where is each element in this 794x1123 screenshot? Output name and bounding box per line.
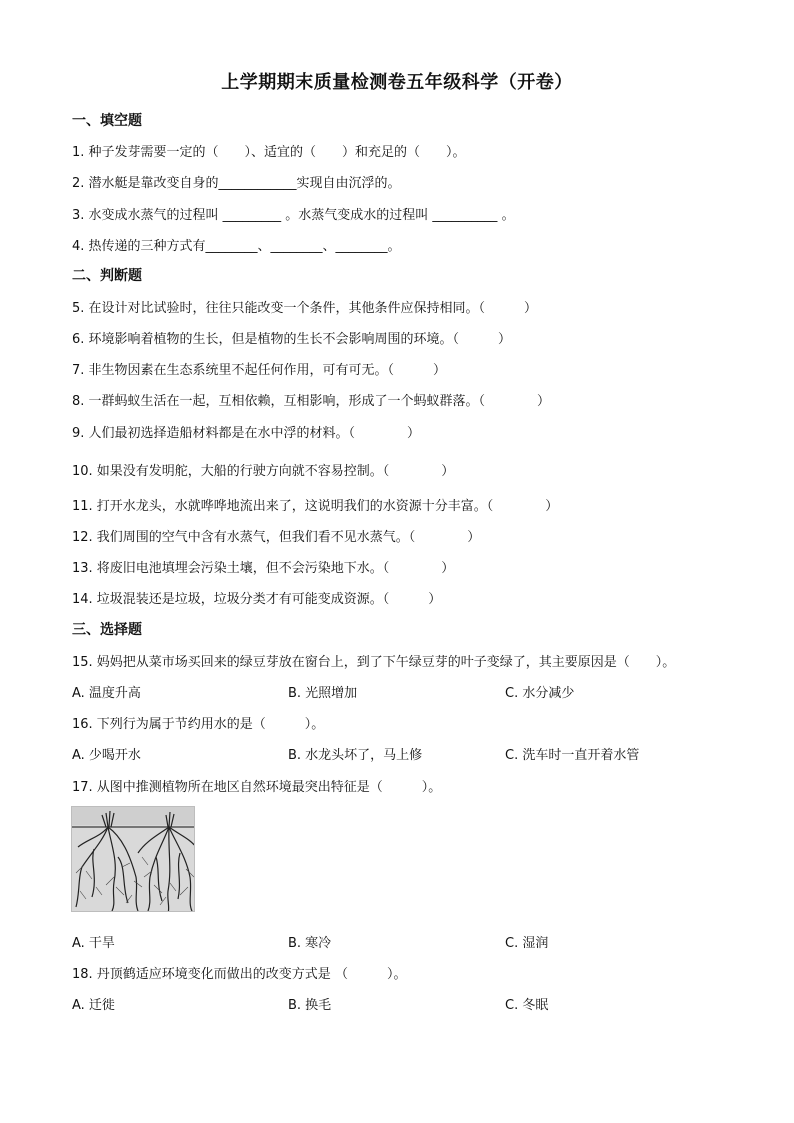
question-5: 5. 在设计对比试验时，往往只能改变一个条件，其他条件应保持相同。（ ） (72, 301, 538, 316)
question-16: 16. 下列行为属于节约用水的是（ ）。 (72, 717, 325, 732)
question-15: 15. 妈妈把从菜市场买回来的绿豆芽放在窗台上，到了下午绿豆芽的叶子变绿了，其主要原因是（ ）。 (72, 655, 676, 670)
q15-option-c: C. 水分减少 (505, 686, 575, 701)
question-17: 17. 从图中推测植物所在地区自然环境最突出特征是（ ）。 (72, 780, 442, 795)
question-12: 12. 我们周围的空气中含有水蒸气，但我们看不见水蒸气。（ ） (72, 530, 481, 545)
question-18: 18. 丹顶鹤适应环境变化而做出的改变方式是 （ ）。 (72, 967, 407, 982)
plant-roots-image (71, 806, 195, 912)
question-3: 3. 水变成水蒸气的过程叫 _________ 。水蒸气变成水的过程叫 __________ 。 (72, 208, 515, 223)
section-heading-fill: 一、填空题 (72, 113, 142, 129)
q16-option-b: B. 水龙头坏了，马上修 (288, 748, 423, 763)
question-2: 2. 潜水艇是靠改变自身的____________实现自由沉浮的。 (72, 176, 401, 191)
q17-option-c: C. 湿润 (505, 936, 549, 951)
question-10: 10. 如果没有发明舵，大船的行驶方向就不容易控制。（ ） (72, 464, 455, 479)
section-heading-judge: 二、判断题 (72, 268, 142, 284)
question-1: 1. 种子发芽需要一定的（ ）、适宜的（ ）和充足的（ ）。 (72, 145, 466, 160)
question-14: 14. 垃圾混装还是垃圾，垃圾分类才有可能变成资源。（ ） (72, 592, 442, 607)
q17-option-a: A. 干旱 (72, 936, 115, 951)
q16-option-a: A. 少喝开水 (72, 748, 141, 763)
q16-option-c: C. 洗车时一直开着水管 (505, 748, 640, 763)
question-6: 6. 环境影响着植物的生长，但是植物的生长不会影响周围的环境。（ ） (72, 332, 512, 347)
q18-option-c: C. 冬眠 (505, 998, 549, 1013)
question-9: 9. 人们最初选择造船材料都是在水中浮的材料。（ ） (72, 426, 421, 441)
question-7: 7. 非生物因素在生态系统里不起任何作用，可有可无。（ ） (72, 363, 447, 378)
page-title: 上学期期末质量检测卷五年级科学（开卷） (221, 72, 573, 93)
q18-option-a: A. 迁徙 (72, 998, 115, 1013)
q15-option-b: B. 光照增加 (288, 686, 358, 701)
question-8: 8. 一群蚂蚁生活在一起，互相依赖，互相影响，形成了一个蚂蚁群落。（ ） (72, 394, 551, 409)
plant-roots-drawing (72, 807, 195, 912)
question-13: 13. 将废旧电池填埋会污染土壤，但不会污染地下水。（ ） (72, 561, 455, 576)
question-11: 11. 打开水龙头，水就哗哗地流出来了，这说明我们的水资源十分丰富。（ ） (72, 499, 559, 514)
section-heading-choice: 三、选择题 (72, 622, 142, 638)
q17-option-b: B. 寒冷 (288, 936, 332, 951)
question-4: 4. 热传递的三种方式有________、________、________。 (72, 239, 401, 254)
q18-option-b: B. 换毛 (288, 998, 332, 1013)
q15-option-a: A. 温度升高 (72, 686, 141, 701)
